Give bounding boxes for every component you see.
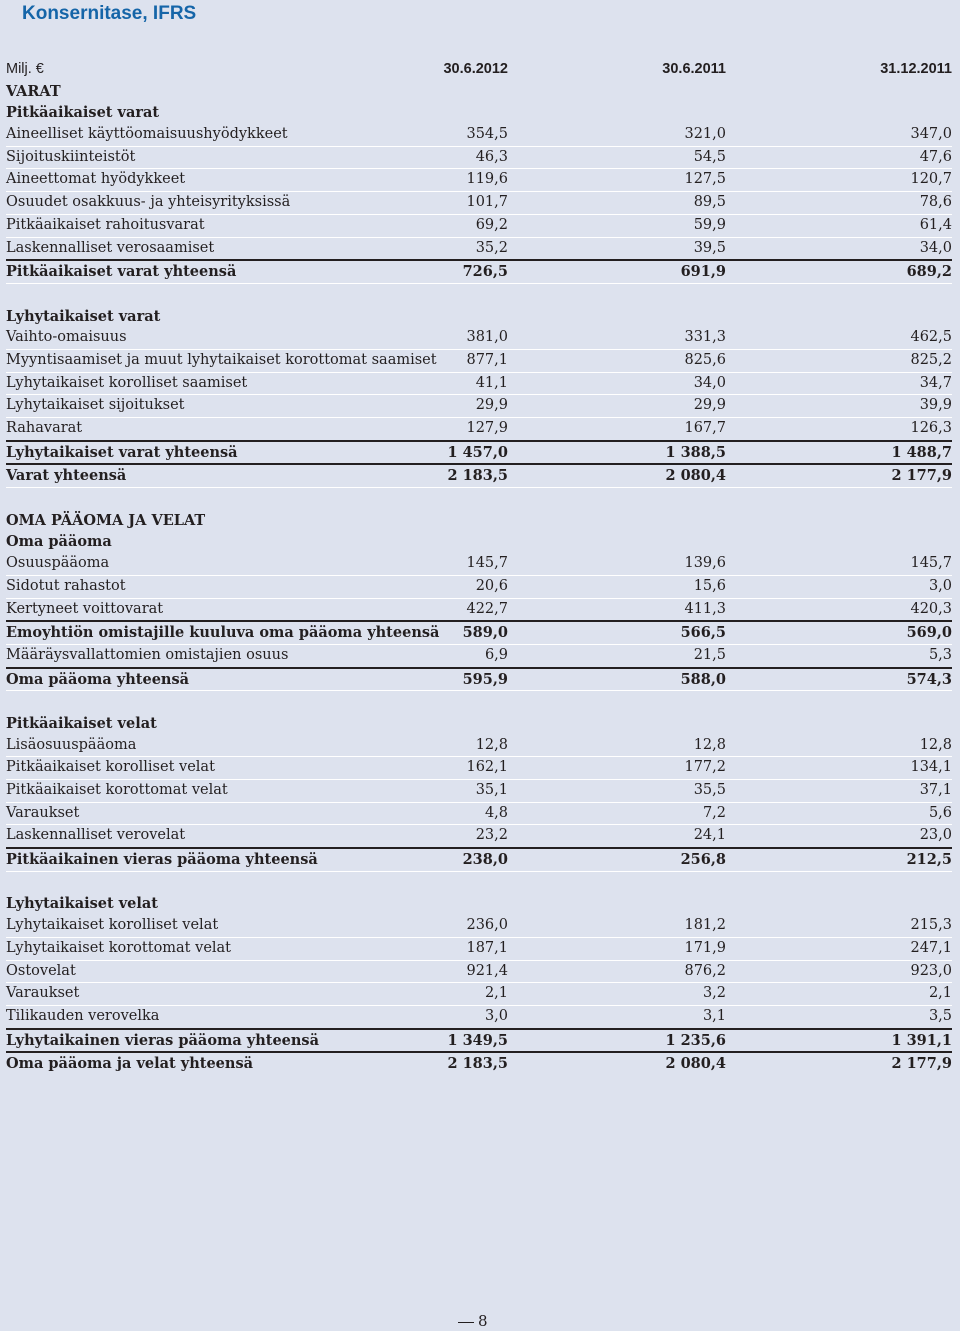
- row-label: Oma pääoma ja velat yhteensä: [6, 1055, 254, 1073]
- row-value: 35,5: [693, 782, 726, 798]
- row-label: Pitkäaikaiset korolliset velat: [6, 759, 215, 776]
- row-value: 331,3: [684, 329, 726, 346]
- total-row: [6, 847, 952, 872]
- row-value: 1 488,7: [891, 443, 952, 461]
- unit-label: Milj. €: [6, 61, 44, 77]
- table-body: [6, 81, 952, 1075]
- row-value: 59,9: [693, 216, 726, 233]
- row-value: 2 177,9: [891, 1055, 952, 1073]
- row-value: 89,5: [693, 194, 726, 211]
- row-label: Osuuspääoma: [6, 555, 110, 572]
- row-value: 247,1: [910, 939, 952, 956]
- row-label: Lyhytaikaiset varat: [6, 307, 161, 325]
- table-row: [6, 238, 952, 260]
- table-row: [6, 192, 952, 215]
- row-value: 2,1: [928, 985, 952, 1002]
- row-value: 78,6: [919, 194, 952, 211]
- table-row: [6, 915, 952, 938]
- row-label: Pitkäaikaiset varat: [6, 104, 160, 122]
- row-value: 588,0: [680, 670, 726, 688]
- table-row: [6, 373, 952, 396]
- row-label: Laskennalliset verovelat: [6, 827, 186, 844]
- table-row: [6, 576, 952, 599]
- row-label: Oma pääoma: [6, 533, 112, 551]
- table-row: [6, 803, 952, 826]
- row-label: Lyhytaikainen vieras pääoma yhteensä: [6, 1031, 319, 1049]
- row-label: Tilikauden verovelka: [6, 1007, 160, 1024]
- row-value: 566,5: [680, 624, 726, 642]
- subsection-row: [6, 102, 952, 124]
- row-value: 7,2: [702, 804, 726, 821]
- row-value: 1 235,6: [665, 1031, 726, 1049]
- row-value: 127,9: [466, 420, 508, 436]
- row-value: 29,9: [475, 397, 508, 414]
- row-value: 689,2: [906, 263, 952, 281]
- total-row: [6, 463, 952, 488]
- total-row: [6, 1051, 952, 1075]
- row-value: 167,7: [684, 420, 726, 436]
- row-value: 2 183,5: [447, 467, 508, 485]
- total-row: [6, 620, 952, 645]
- row-value: 39,5: [693, 239, 726, 256]
- row-label: Pitkäaikaiset varat yhteensä: [6, 263, 237, 281]
- row-value: 321,0: [684, 126, 726, 143]
- row-value: 589,0: [462, 624, 508, 642]
- row-label: Rahavarat: [6, 420, 83, 436]
- row-value: 5,6: [928, 804, 952, 821]
- row-value: 923,0: [910, 962, 952, 979]
- row-label: Määräysvallattomien omistajien osuus: [6, 646, 289, 663]
- row-value: 1 391,1: [891, 1031, 952, 1049]
- row-value: 6,9: [484, 646, 508, 663]
- row-value: 411,3: [684, 600, 726, 617]
- row-value: 2 080,4: [665, 1055, 726, 1073]
- row-value: 236,0: [466, 917, 508, 934]
- row-value: 37,1: [919, 782, 952, 798]
- table-row: [6, 983, 952, 1006]
- row-value: 1 349,5: [447, 1031, 508, 1049]
- row-value: 3,0: [484, 1007, 508, 1024]
- row-label: Emoyhtiön omistajille kuuluva oma pääoma yhteensä: [6, 624, 440, 642]
- row-value: 162,1: [466, 759, 508, 776]
- row-value: 2 080,4: [665, 467, 726, 485]
- row-label: OMA PÄÄOMA JA VELAT: [6, 511, 206, 529]
- row-value: 34,0: [693, 374, 726, 391]
- row-value: 20,6: [475, 577, 508, 594]
- row-label: Varat yhteensä: [6, 467, 127, 485]
- table-row: [6, 780, 952, 803]
- page-title: Konsernitase, IFRS: [22, 3, 197, 24]
- row-value: 726,5: [462, 263, 508, 281]
- row-label: VARAT: [6, 82, 61, 100]
- row-label: Ostovelat: [6, 962, 76, 979]
- row-label: Myyntisaamiset ja muut lyhytaikaiset korottomat saamiset: [6, 351, 437, 368]
- row-value: 41,1: [475, 374, 508, 391]
- table-row: [6, 938, 952, 961]
- table-row: [6, 395, 952, 418]
- row-value: 145,7: [466, 555, 508, 572]
- table-row: [6, 1006, 952, 1028]
- row-value: 420,3: [910, 600, 952, 617]
- row-value: 574,3: [906, 670, 952, 688]
- total-row: [6, 1028, 952, 1052]
- column-header-2012: 30.6.2012: [443, 61, 508, 77]
- row-value: 3,1: [702, 1007, 726, 1024]
- row-value: 145,7: [910, 555, 952, 572]
- row-label: Lyhytaikaiset varat yhteensä: [6, 443, 238, 461]
- row-value: 46,3: [475, 148, 508, 165]
- row-label: Aineelliset käyttöomaisuushyödykkeet: [6, 126, 288, 143]
- row-label: Lyhytaikaiset sijoitukset: [6, 397, 185, 414]
- row-value: 462,5: [910, 329, 952, 346]
- row-label: Pitkäaikaiset korottomat velat: [6, 782, 228, 798]
- row-value: 877,1: [466, 351, 508, 368]
- row-value: 1 388,5: [665, 443, 726, 461]
- row-label: Varaukset: [6, 985, 80, 1002]
- row-value: 126,3: [910, 420, 952, 436]
- total-row: [6, 667, 952, 692]
- subsection-row: [6, 306, 952, 328]
- row-value: 347,0: [910, 126, 952, 143]
- table-header-row: [6, 59, 952, 81]
- spacer-row: [6, 691, 952, 713]
- column-header-2011-june: 30.6.2011: [662, 61, 726, 77]
- row-value: 569,0: [906, 624, 952, 642]
- table-row: [6, 215, 952, 238]
- row-label: Lisäosuuspääoma: [6, 736, 137, 753]
- table-row: [6, 599, 952, 621]
- row-label: Laskennalliset verosaamiset: [6, 239, 215, 256]
- row-label: Aineettomat hyödykkeet: [6, 171, 186, 188]
- row-value: 1 457,0: [447, 443, 508, 461]
- total-row: [6, 259, 952, 284]
- total-row: [6, 440, 952, 464]
- column-header-2011-dec: 31.12.2011: [880, 61, 952, 77]
- row-value: 187,1: [466, 939, 508, 956]
- row-value: 47,6: [919, 148, 952, 165]
- row-label: Pitkäaikaiset rahoitusvarat: [6, 216, 205, 233]
- row-value: 3,5: [928, 1007, 952, 1024]
- row-label: Vaihto-omaisuus: [6, 329, 127, 346]
- row-label: Pitkäaikaiset velat: [6, 714, 157, 732]
- row-value: 215,3: [910, 917, 952, 934]
- page-number-text: 8: [478, 1312, 488, 1330]
- row-value: 54,5: [693, 148, 726, 165]
- row-value: 120,7: [910, 171, 952, 188]
- row-label: Osuudet osakkuus- ja yhteisyrityksissä: [6, 194, 291, 211]
- row-value: 21,5: [693, 646, 726, 663]
- table-row: [6, 350, 952, 373]
- row-value: 177,2: [684, 759, 726, 776]
- row-value: 238,0: [462, 851, 508, 869]
- row-value: 595,9: [462, 670, 508, 688]
- spacer-row: [6, 488, 952, 510]
- row-value: 39,9: [919, 397, 952, 414]
- row-value: 35,2: [475, 239, 508, 256]
- row-value: 2 183,5: [447, 1055, 508, 1073]
- row-value: 876,2: [684, 962, 726, 979]
- row-label: Lyhytaikaiset korolliset saamiset: [6, 374, 248, 391]
- row-value: 69,2: [475, 216, 508, 233]
- table-row: [6, 147, 952, 170]
- row-value: 2 177,9: [891, 467, 952, 485]
- row-label: Kertyneet voittovarat: [6, 600, 164, 617]
- table-row: [6, 645, 952, 667]
- row-label: Lyhytaikaiset korolliset velat: [6, 917, 219, 934]
- table-row: [6, 735, 952, 758]
- row-value: 354,5: [466, 126, 508, 143]
- row-label: Pitkäaikainen vieras pääoma yhteensä: [6, 851, 318, 869]
- row-value: 691,9: [680, 263, 726, 281]
- row-value: 3,2: [702, 985, 726, 1002]
- row-label: Sidotut rahastot: [6, 577, 126, 594]
- row-label: Sijoituskiinteistöt: [6, 148, 136, 165]
- table-row: [6, 124, 952, 147]
- subsection-row: [6, 893, 952, 915]
- row-label: Lyhytaikaiset velat: [6, 895, 159, 913]
- section-row: [6, 81, 952, 103]
- table-row: [6, 553, 952, 576]
- row-value: 2,1: [484, 985, 508, 1002]
- table-row: [6, 757, 952, 780]
- row-value: 34,7: [919, 374, 952, 391]
- table-row: [6, 327, 952, 350]
- table-row: [6, 418, 952, 440]
- row-value: 101,7: [466, 194, 508, 211]
- row-value: 34,0: [919, 239, 952, 256]
- row-value: 12,8: [475, 736, 508, 753]
- row-value: 127,5: [684, 171, 726, 188]
- spacer-row: [6, 284, 952, 306]
- row-value: 825,2: [910, 351, 952, 368]
- row-value: 61,4: [919, 216, 952, 233]
- row-value: 825,6: [684, 351, 726, 368]
- row-value: 256,8: [680, 851, 726, 869]
- row-value: 24,1: [693, 827, 726, 844]
- row-value: 12,8: [693, 736, 726, 753]
- subsection-row: [6, 713, 952, 735]
- row-value: 3,0: [928, 577, 952, 594]
- row-value: 15,6: [693, 577, 726, 594]
- row-value: 212,5: [906, 851, 952, 869]
- row-value: 23,0: [919, 827, 952, 844]
- row-label: Oma pääoma yhteensä: [6, 670, 190, 688]
- row-label: Lyhytaikaiset korottomat velat: [6, 939, 232, 956]
- row-value: 381,0: [466, 329, 508, 346]
- section-row: [6, 510, 952, 532]
- table-row: [6, 169, 952, 192]
- row-value: 134,1: [910, 759, 952, 776]
- row-value: 23,2: [475, 827, 508, 844]
- row-value: 921,4: [466, 962, 508, 979]
- spacer-row: [6, 872, 952, 894]
- dash-glyph: [458, 1322, 474, 1323]
- subsection-row: [6, 531, 952, 553]
- row-value: 422,7: [466, 600, 508, 617]
- balance-sheet-table: [6, 59, 952, 1075]
- row-value: 5,3: [928, 646, 952, 663]
- table-row: [6, 961, 952, 984]
- row-value: 139,6: [684, 555, 726, 572]
- row-value: 119,6: [466, 171, 508, 188]
- row-value: 171,9: [684, 939, 726, 956]
- row-value: 35,1: [475, 782, 508, 798]
- row-value: 29,9: [693, 397, 726, 414]
- row-value: 12,8: [919, 736, 952, 753]
- row-value: 4,8: [484, 804, 508, 821]
- page-number: [458, 1312, 488, 1330]
- table-row: [6, 825, 952, 847]
- row-label: Varaukset: [6, 804, 80, 821]
- row-value: 181,2: [684, 917, 726, 934]
